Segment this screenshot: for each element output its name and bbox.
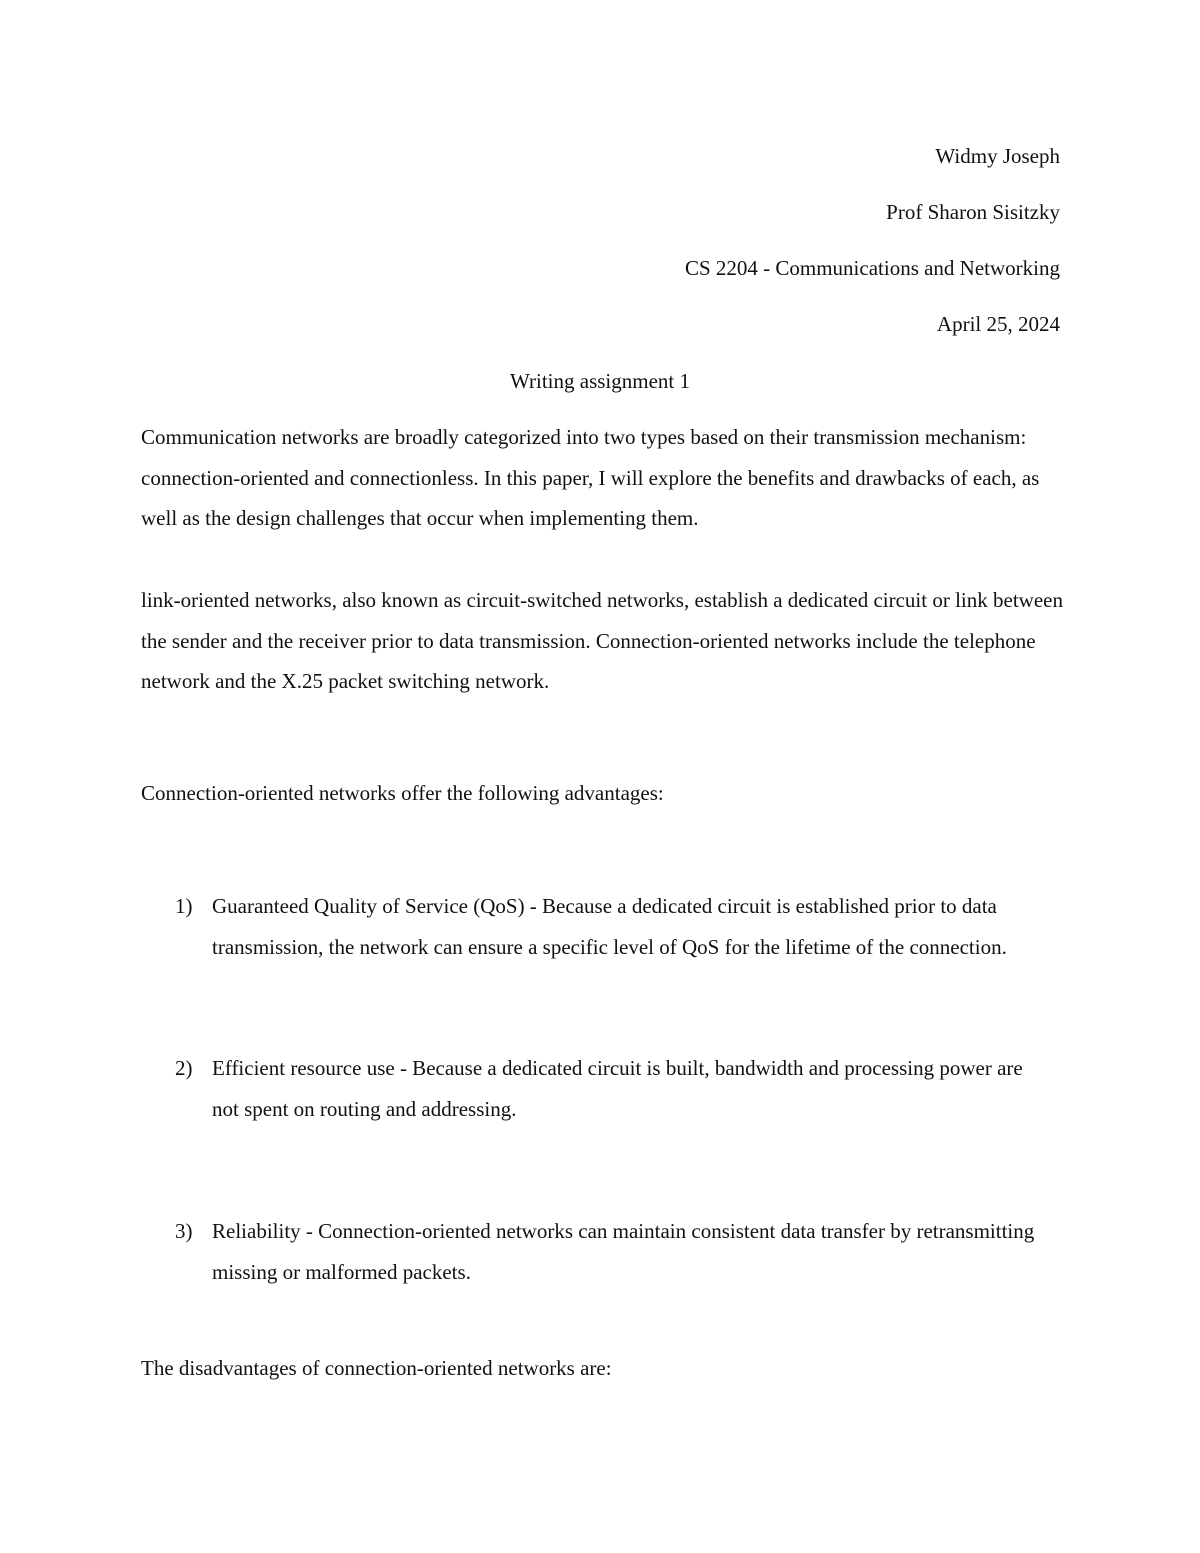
list-number: 3)	[175, 1219, 193, 1243]
link-oriented-paragraph: link-oriented networks, also known as circuit-switched networks, establish a dedicated circuit or link between the sender and the receiver prior to data transmission. Connection-oriented networks include the telephone network and the X.25 packet switching network.	[141, 588, 1063, 693]
course-name: CS 2204 - Communications and Networking	[684, 256, 1060, 280]
list-number: 2)	[175, 1056, 193, 1080]
list-text: Reliability - Connection-oriented networks can maintain consistent data transfer by retransmitting missing or malformed packets.	[212, 1219, 1035, 1284]
disadvantages-intro: The disadvantages of connection-oriented networks are:	[141, 1356, 612, 1380]
author-name: Widmy Joseph	[935, 144, 1060, 168]
professor-name: Prof Sharon Sisitzky	[886, 200, 1060, 224]
list-text: Efficient resource use - Because a dedicated circuit is built, bandwidth and processing power are not spent on routing and addressing.	[212, 1056, 1023, 1121]
list-number: 1)	[175, 894, 193, 918]
date: April 25, 2024	[936, 312, 1060, 336]
document-title: Writing assignment 1	[510, 369, 690, 393]
intro-paragraph: Communication networks are broadly categorized into two types based on their transmission mechanism: connection-oriented and connectionless. In this paper, I will explore the benefits and drawbacks of each, as well as the design challenges that occur when implementing them.	[141, 425, 1040, 530]
list-text: Guaranteed Quality of Service (QoS) - Because a dedicated circuit is established prior to data transmission, the network can ensure a specific level of QoS for the lifetime of the connection.	[212, 894, 1007, 959]
advantages-intro: Connection-oriented networks offer the following advantages:	[141, 781, 664, 805]
